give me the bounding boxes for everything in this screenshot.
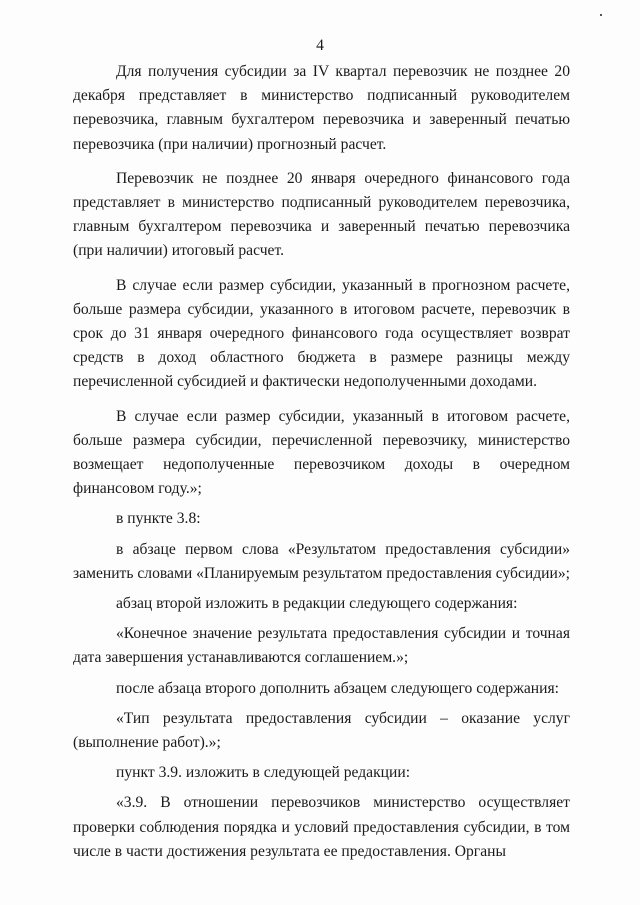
paragraph-second-abzac-change: абзац второй изложить в редакции следующего содержания: [116,595,518,613]
paragraph-clause-3-9: пункт 3.9. изложить в следующей редакции: [116,764,411,782]
scan-artifact-mark [600,14,602,16]
paragraph-final-value: «Конечное значение результата предоставления субсидии и точная дата завершения устанавливаются соглашением.»; [73,625,570,667]
paragraph-inspections: «3.9. В отношении перевозчиков министерство осуществляет проверки соблюдения порядка и условий предоставления субсидии, в том числе в части достижения результата ее предоставления. Органы [73,794,570,860]
paragraph-result-type: «Тип результата предоставления субсидии – оказание услуг (выполнение работ).»; [73,709,570,752]
paragraph-first-abzac-change: в абзаце первом слова «Результатом предоставления субсидии» заменить словами «Планируемым результатом предоставления субсидии»; [73,540,570,582]
paragraph-forecast-calculation: Для получения субсидии за IV квартал перевозчик не позднее 20 декабря представляет в министерство подписанный руководителем перевозчика, главным бухгалтером перевозчика и заверенный печатью перевозчика (при наличии) прогнозный расчет. [73,63,570,153]
paragraph-refund: В случае если размер субсидии, указанный в прогнозном расчете, больше размера субсидии, указанного в итоговом расчете, перевозчик в срок до 31 января очередного финансового года осуществляет возврат средств в доход областного бюджета в размере разницы между перечисленной субсидией и фактически недополученными доходами. [73,276,570,391]
paragraph-reimbursement: В случае если размер субсидии, указанный в итоговом расчете, больше размера субсидии, перечисленной перевозчику, министерство возмещает недополученные перевозчиком доходы в очередном финансовом году.»; [73,407,570,498]
paragraph-clause-3-8: в пункте 3.8: [116,510,201,528]
document-body [73,60,570,864]
page-number: 4 [316,37,324,54]
paragraph-final-calculation: Перевозчик не позднее 20 января очередного финансового года представляет в министерство подписанный руководителем перевозчика, главным бухгалтером перевозчика и заверенный печатью перевозчика (при наличии) итоговый расчет. [73,169,570,260]
paragraph-add-abzac: после абзаца второго дополнить абзацем следующего содержания: [116,679,560,697]
